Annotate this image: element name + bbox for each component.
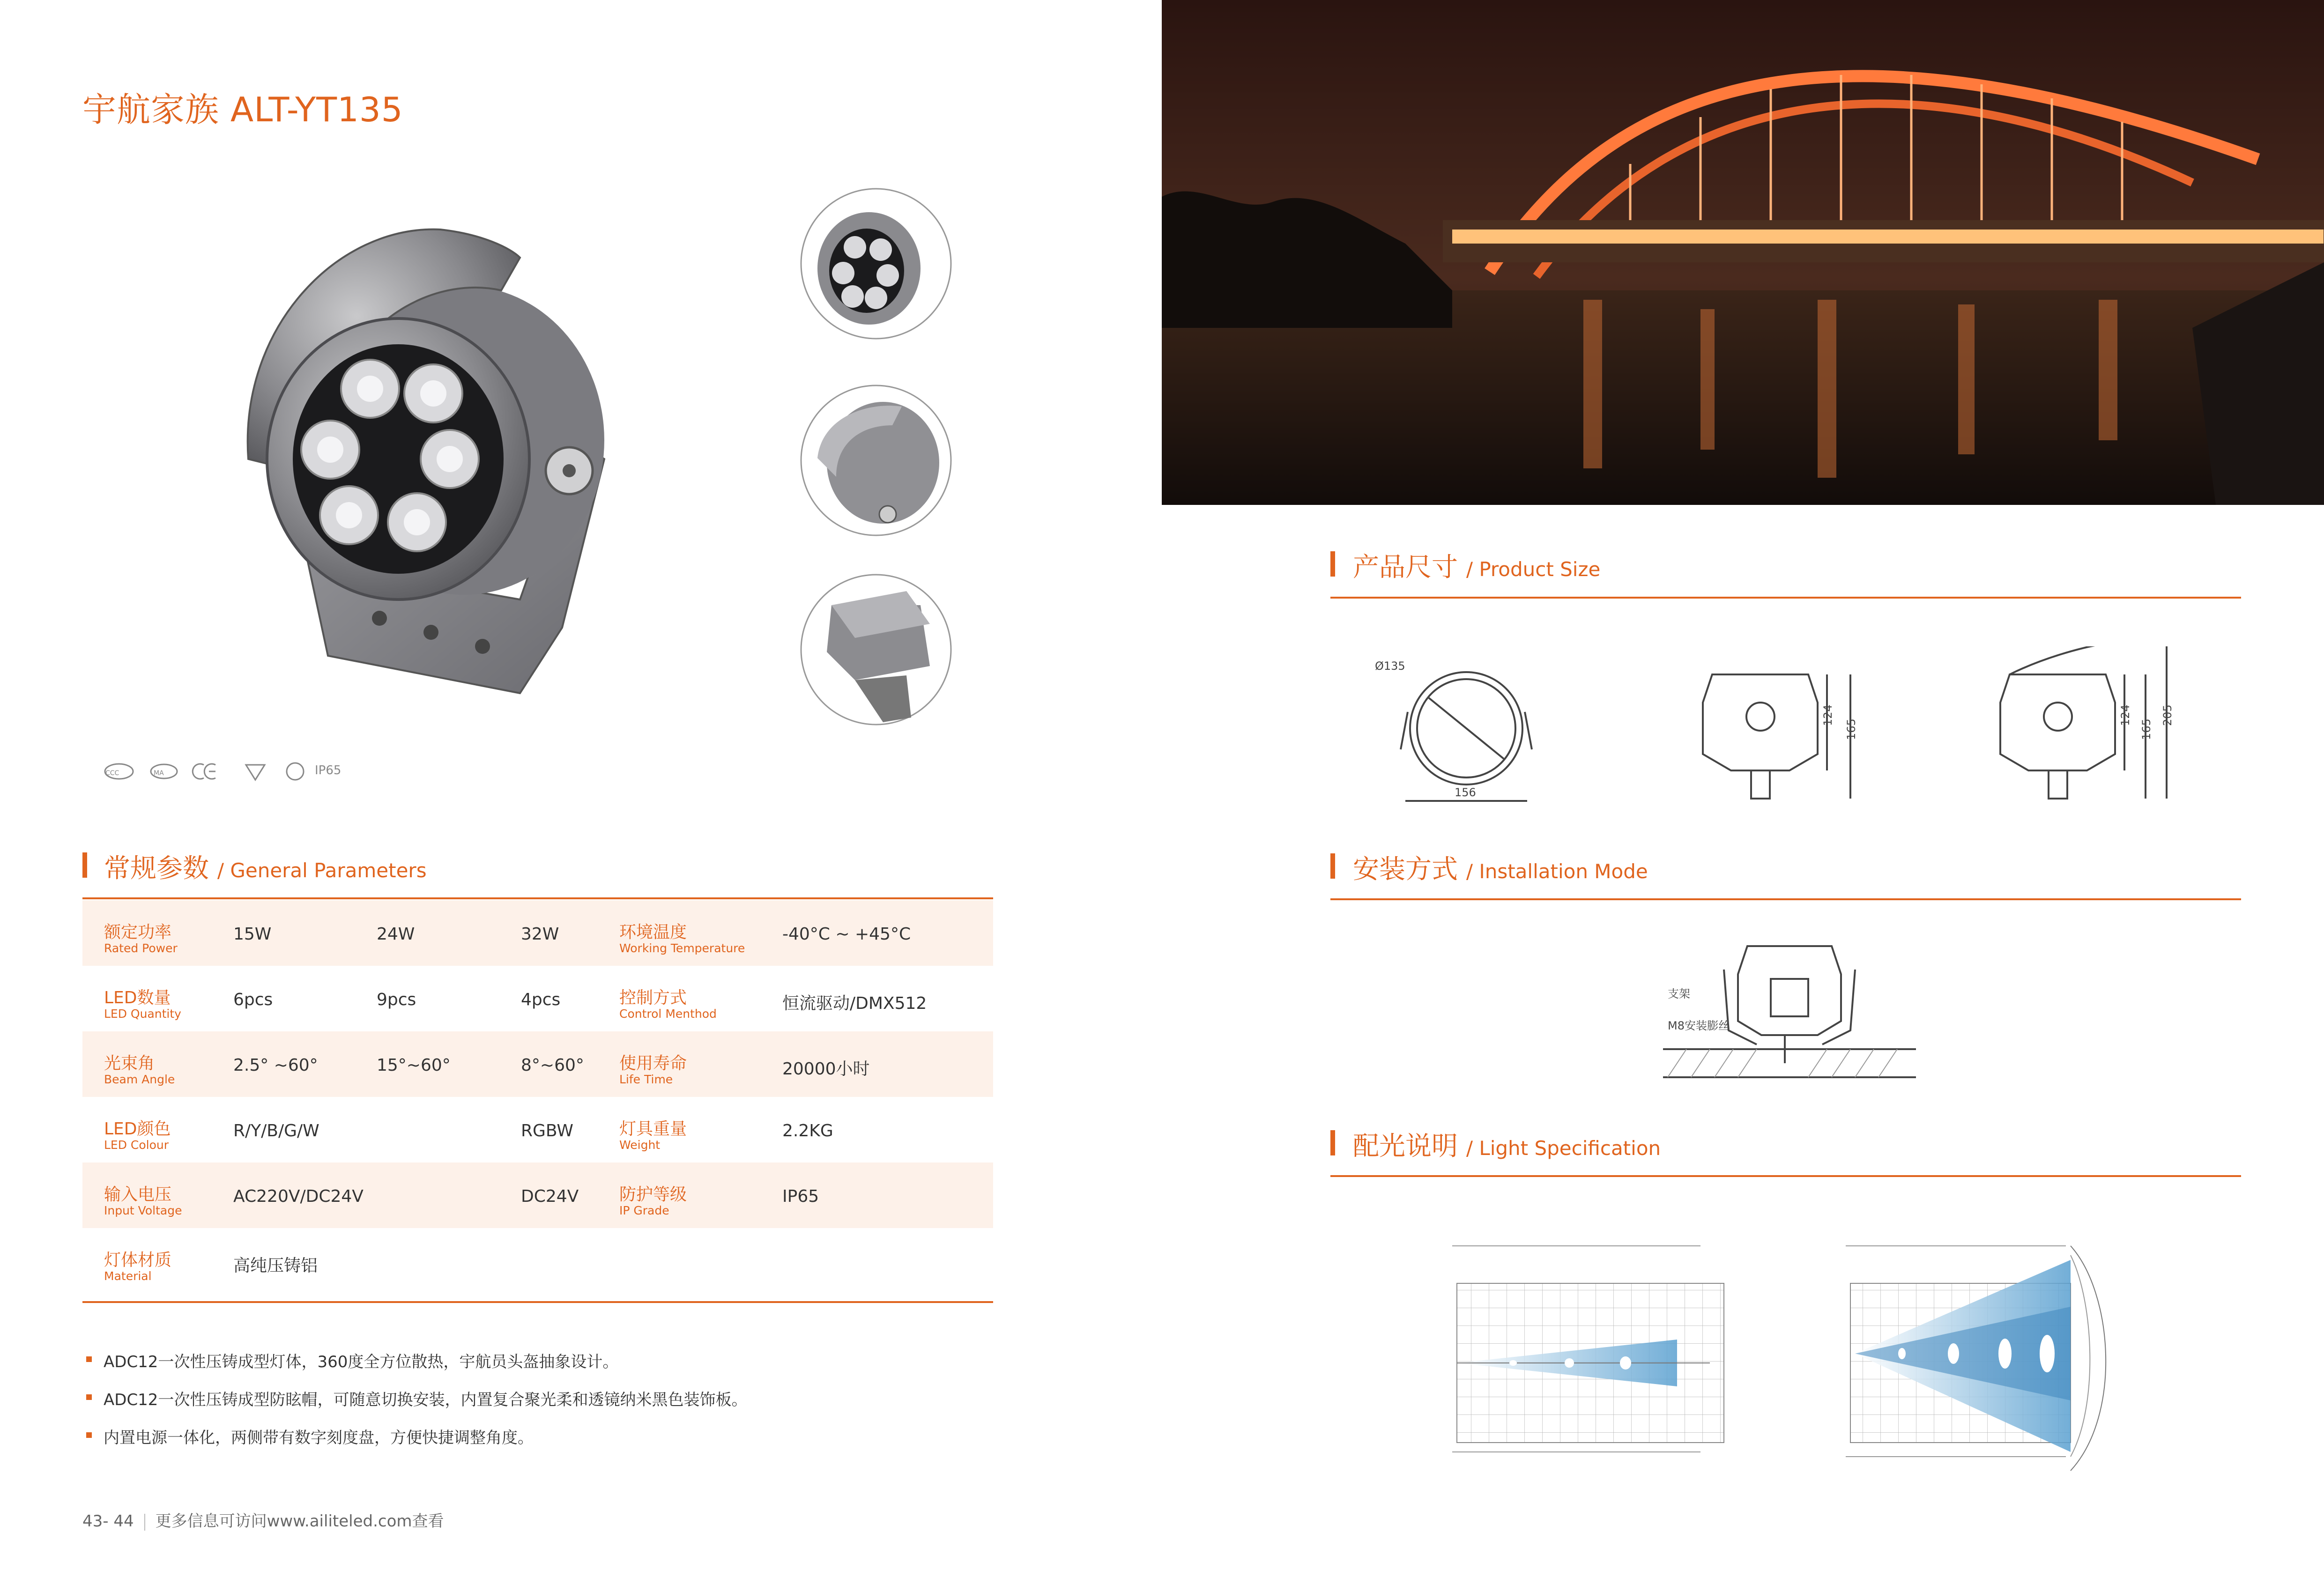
- param-value: 6pcs: [233, 990, 273, 1009]
- general-title-en: / General Parameters: [217, 859, 427, 882]
- param-label-en: Rated Power: [104, 941, 178, 955]
- param-value: 2.2KG: [782, 1121, 833, 1140]
- param-label-cn: 额定功率: [104, 923, 172, 942]
- install-label-screw: M8安装膨丝: [1668, 1019, 1730, 1032]
- install-label-bracket: 支架: [1668, 987, 1690, 1000]
- table-row: [82, 1031, 993, 1097]
- svg-text:MA: MA: [154, 770, 164, 777]
- list-item: ADC12一次性压铸成型防眩帽，可随意切换安装，内置复合聚光柔和透镜纳米黑色装饰板。: [82, 1387, 747, 1410]
- size-title-cn: 产品尺寸: [1353, 552, 1458, 583]
- param-label-en: Beam Angle: [104, 1073, 175, 1086]
- param-value: 15W: [233, 925, 272, 944]
- param-label-cn: 输入电压: [104, 1185, 172, 1204]
- footer-text: 更多信息可访问www.ailiteled.com查看: [155, 1512, 444, 1531]
- table-row: [82, 1162, 993, 1228]
- param-value: 24W: [377, 925, 415, 944]
- table-row: [82, 1097, 993, 1162]
- thumbnail-back: [799, 572, 953, 727]
- param-value: RGBW: [521, 1121, 573, 1140]
- dim-h2: 165: [1845, 718, 1858, 740]
- general-title-cn: 常规参数: [104, 853, 209, 884]
- footer-divider: [144, 1514, 145, 1531]
- footer: [82, 1508, 444, 1531]
- param-label-en: LED Colour: [104, 1138, 169, 1152]
- installation-drawing: [1658, 937, 1921, 1091]
- param-label-cn: 光束角: [104, 1054, 155, 1073]
- param-label-en: IP Grade: [619, 1204, 669, 1217]
- param-label-cn: 控制方式: [619, 988, 687, 1007]
- general-section-line: [82, 897, 993, 899]
- param-value: 9pcs: [377, 990, 416, 1009]
- param-value: DC24V: [521, 1187, 579, 1206]
- list-item: 内置电源一体化，两侧带有数字刻度盘，方便快捷调整角度。: [82, 1425, 747, 1448]
- dim-h1: 124: [1821, 704, 1834, 726]
- table-bottom-line: [82, 1301, 993, 1303]
- light-section-line: [1330, 1175, 2241, 1177]
- product-main-image: [220, 197, 623, 703]
- size-section-bar: [1330, 551, 1335, 577]
- param-label-en: LED Quantity: [104, 1007, 181, 1021]
- size-section-line: [1330, 597, 2241, 599]
- param-value: 8°~60°: [521, 1056, 584, 1075]
- dim-h3: 124: [2119, 704, 2132, 726]
- light-distribution-diagrams: [1382, 1236, 2202, 1480]
- param-value: 高纯压铸铝: [233, 1256, 318, 1275]
- general-section-bar: [82, 852, 87, 878]
- dim-h4: 165: [2140, 718, 2153, 740]
- dim-h5: 205: [2161, 704, 2174, 726]
- param-value: 2.5° ~60°: [233, 1056, 318, 1075]
- size-title-en: / Product Size: [1466, 558, 1601, 581]
- table-row: [82, 966, 993, 1031]
- light-title-en: / Light Specification: [1466, 1137, 1661, 1160]
- install-title-cn: 安装方式: [1353, 854, 1458, 885]
- param-value: 4pcs: [521, 990, 561, 1009]
- install-section-line: [1330, 898, 2241, 900]
- param-label-en: Input Voltage: [104, 1204, 182, 1217]
- list-item: ADC12一次性压铸成型灯体，360度全方位散热，宇航员头盔抽象设计。: [82, 1349, 747, 1372]
- table-row: [82, 900, 993, 966]
- param-value: 15°~60°: [377, 1056, 451, 1075]
- page-title: 宇航家族 ALT-YT135: [82, 90, 403, 129]
- param-value: 20000小时: [782, 1059, 870, 1079]
- param-label-cn: 灯体材质: [104, 1251, 172, 1270]
- param-value: IP65: [782, 1187, 819, 1206]
- table-row: [82, 1228, 993, 1294]
- dimension-drawings: [1368, 646, 2211, 815]
- install-title-en: / Installation Mode: [1466, 860, 1648, 883]
- param-label-cn: LED数量: [104, 988, 171, 1007]
- install-section-bar: [1330, 853, 1335, 879]
- svg-text:CCC: CCC: [105, 770, 119, 777]
- param-label-cn: 灯具重量: [619, 1119, 687, 1139]
- param-label-cn: LED颜色: [104, 1119, 171, 1139]
- bridge-night-photo: [1162, 0, 2324, 505]
- light-title-cn: 配光说明: [1353, 1131, 1458, 1162]
- param-value: AC220V/DC24V: [233, 1187, 364, 1206]
- install-section-title: [1353, 849, 1648, 886]
- param-label-en: Control Menthod: [619, 1007, 717, 1021]
- general-section-title: [104, 848, 427, 885]
- light-section-bar: [1330, 1130, 1335, 1155]
- thumbnail-side: [799, 383, 953, 538]
- param-label-en: Material: [104, 1269, 152, 1283]
- page-numbers: 43- 44: [82, 1512, 134, 1531]
- feature-list: [82, 1349, 747, 1463]
- param-value: -40°C ~ +45°C: [782, 925, 911, 944]
- dim-width: 156: [1455, 786, 1476, 799]
- param-value: 32W: [521, 925, 559, 944]
- light-section-title: [1353, 1125, 1661, 1163]
- param-label-cn: 环境温度: [619, 923, 687, 942]
- size-section-title: [1353, 547, 1600, 584]
- param-label-cn: 防护等级: [619, 1185, 687, 1204]
- dim-diameter: Ø135: [1375, 659, 1405, 673]
- param-label-en: Life Time: [619, 1073, 673, 1086]
- param-label-en: Weight: [619, 1138, 661, 1152]
- param-label-en: Working Temperature: [619, 941, 745, 955]
- param-value: 恒流驱动/DMX512: [782, 994, 927, 1013]
- param-value: R/Y/B/G/W: [233, 1121, 319, 1140]
- param-label-cn: 使用寿命: [619, 1054, 687, 1073]
- thumbnail-front: [799, 186, 953, 341]
- certification-icons: [103, 761, 347, 785]
- ip-rating-text: IP65: [315, 763, 342, 777]
